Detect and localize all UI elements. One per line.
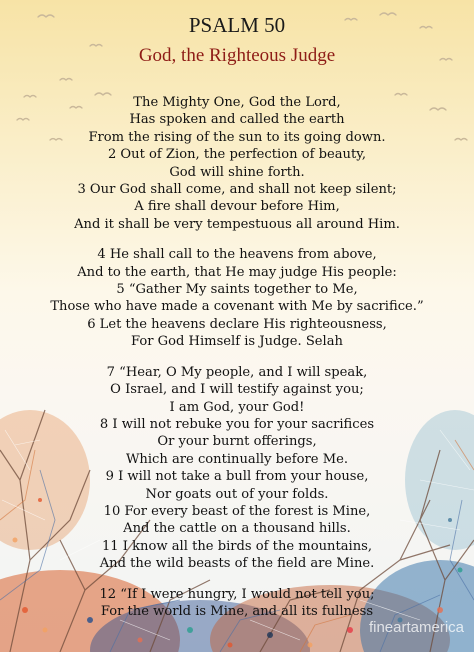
verse-line: O Israel, and I will testify against you; bbox=[110, 382, 364, 398]
verse-line: 6 Let the heavens declare His righteousness, bbox=[87, 316, 387, 332]
page-subtitle: God, the Righteous Judge bbox=[138, 45, 336, 66]
verse-line: I am God, your God! bbox=[169, 399, 305, 415]
stanza bbox=[0, 246, 474, 350]
watermark: fineartamerica bbox=[368, 619, 464, 636]
stanza bbox=[0, 586, 474, 621]
stanza bbox=[0, 94, 474, 233]
verse-line: The Mighty One, God the Lord, bbox=[133, 95, 341, 110]
verse-line: 4 He shall call to the heavens from above, bbox=[97, 247, 377, 263]
verse-line: Which are continually before Me. bbox=[125, 451, 349, 467]
verse-line: 11 I know all the birds of the mountains, bbox=[101, 538, 373, 554]
verse-line: From the rising of the sun to its going down. bbox=[88, 129, 386, 145]
verse-line: 9 I will not take a bull from your house, bbox=[105, 469, 369, 485]
verse-line: 12 “If I were hungry, I would not tell you; bbox=[99, 586, 375, 602]
verse-line: 2 Out of Zion, the perfection of beauty, bbox=[107, 147, 367, 163]
verse-line: God will shine forth. bbox=[169, 164, 305, 180]
verse-line: Has spoken and called the earth bbox=[129, 112, 345, 128]
verse-line: 5 “Gather My saints together to Me, bbox=[116, 282, 358, 298]
verse-line: For the world is Mine, and all its fullness bbox=[100, 603, 374, 619]
verse-line: And it shall be very tempestuous all around Him. bbox=[74, 216, 400, 232]
verse-line: 10 For every beast of the forest is Mine, bbox=[103, 503, 371, 519]
verse-line: Nor goats out of your folds. bbox=[145, 486, 329, 502]
verse-line: 3 Our God shall come, and shall not keep silent; bbox=[77, 182, 397, 198]
verse-line: Or your burnt offerings, bbox=[157, 434, 317, 450]
page-title: PSALM 50 bbox=[188, 13, 286, 37]
stanza bbox=[0, 364, 474, 573]
verse-line: And the wild beasts of the field are Mine. bbox=[99, 556, 375, 572]
verse-line: And to the earth, that He may judge His people: bbox=[77, 264, 397, 280]
verse-line: And the cattle on a thousand hills. bbox=[123, 521, 351, 537]
verse-line: 8 I will not rebuke you for your sacrifices bbox=[99, 416, 375, 432]
verse-line: For God Himself is Judge. Selah bbox=[131, 334, 343, 350]
verse-line: Those who have made a covenant with Me by sacrifice.” bbox=[50, 299, 424, 315]
psalm-text bbox=[0, 94, 474, 633]
verse-line: A fire shall devour before Him, bbox=[134, 199, 340, 215]
verse-line: 7 “Hear, O My people, and I will speak, bbox=[106, 364, 368, 380]
